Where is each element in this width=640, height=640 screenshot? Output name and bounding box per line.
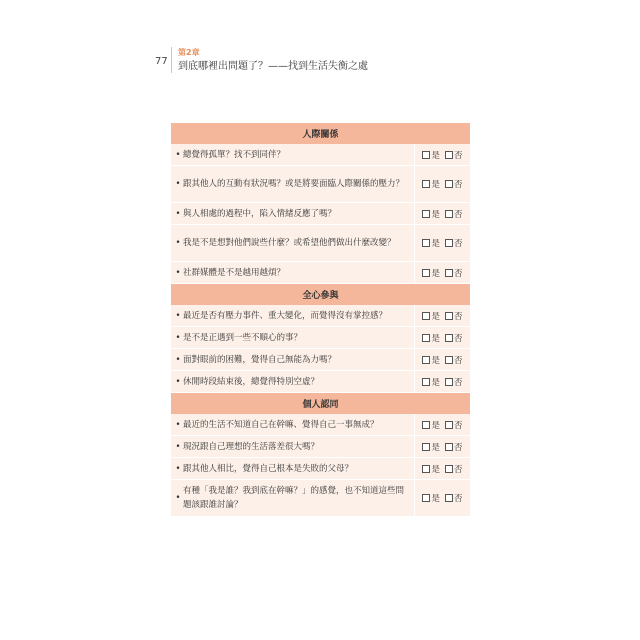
no-option[interactable]: 否 <box>445 441 463 453</box>
checkbox-icon[interactable] <box>445 421 453 429</box>
checkbox-icon[interactable] <box>445 269 453 277</box>
checklist-row <box>171 371 470 393</box>
checklist-row <box>171 144 470 166</box>
no-option[interactable]: 否 <box>445 354 463 366</box>
checkbox-icon[interactable] <box>422 239 430 247</box>
checklist-row <box>171 414 470 436</box>
checkbox-icon[interactable] <box>422 312 430 320</box>
checklist-row <box>171 480 470 517</box>
checklist-row <box>171 436 470 458</box>
item-text: 有種「我是誰？我到底在幹嘛？」的感覺，也不知道這些問題該跟誰討論？ <box>183 486 405 510</box>
checklist-table <box>171 123 470 517</box>
no-option[interactable]: 否 <box>445 492 463 504</box>
checklist-row <box>171 327 470 349</box>
checkbox-icon[interactable] <box>422 180 430 188</box>
no-option[interactable]: 否 <box>445 463 463 475</box>
item-text: 最近的生活不知道自己在幹嘛、覺得自己一事無成？ <box>183 419 379 430</box>
yes-option[interactable]: 是 <box>422 149 440 161</box>
item-text: 是不是正遇到一些不順心的事？ <box>183 332 303 343</box>
checkbox-icon[interactable] <box>422 421 430 429</box>
chapter-label: 第2章 <box>178 48 200 57</box>
no-option[interactable]: 否 <box>445 419 463 431</box>
bullet: • <box>175 419 181 430</box>
chapter-title: 到底哪裡出問題了？——找到生活失衡之處 <box>178 61 368 72</box>
checklist-row <box>171 349 470 371</box>
item-text: 跟其他人的互動有狀況嗎？或是將要面臨人際關係的壓力？ <box>183 179 405 189</box>
no-option[interactable]: 否 <box>445 178 463 190</box>
checkbox-icon[interactable] <box>422 334 430 342</box>
checkbox-icon[interactable] <box>445 465 453 473</box>
checkbox-icon[interactable] <box>445 180 453 188</box>
yes-option[interactable]: 是 <box>422 441 440 453</box>
item-text: 現況跟自己理想的生活落差很大嗎？ <box>183 441 320 452</box>
checkbox-icon[interactable] <box>445 312 453 320</box>
item-text: 休閒時段結束後，總覺得特別空虛？ <box>183 376 320 387</box>
bullet: • <box>175 149 181 160</box>
checkbox-icon[interactable] <box>445 356 453 364</box>
no-option[interactable]: 否 <box>445 332 463 344</box>
bullet: • <box>175 179 181 189</box>
checklist-row <box>171 203 470 225</box>
bullet: • <box>175 493 181 503</box>
section-header-relationships: 人際關係 <box>171 123 470 144</box>
checkbox-icon[interactable] <box>422 151 430 159</box>
yes-option[interactable]: 是 <box>422 463 440 475</box>
checklist-row <box>171 225 470 262</box>
no-option[interactable]: 否 <box>445 149 463 161</box>
yes-option[interactable]: 是 <box>422 492 440 504</box>
checklist-row <box>171 305 470 327</box>
bullet: • <box>175 238 181 248</box>
no-option[interactable]: 否 <box>445 376 463 388</box>
no-option[interactable]: 否 <box>445 208 463 220</box>
section-header-identity: 個人認同 <box>171 393 470 414</box>
page-number: 77 <box>155 56 168 67</box>
checkbox-icon[interactable] <box>445 210 453 218</box>
checklist-row <box>171 166 470 203</box>
header-divider <box>171 47 172 73</box>
item-text: 總覺得孤單？找不到同伴？ <box>183 149 286 160</box>
checkbox-icon[interactable] <box>445 443 453 451</box>
yes-option[interactable]: 是 <box>422 376 440 388</box>
yes-option[interactable]: 是 <box>422 419 440 431</box>
bullet: • <box>175 332 181 343</box>
checkbox-icon[interactable] <box>445 239 453 247</box>
yes-option[interactable]: 是 <box>422 332 440 344</box>
yes-option[interactable]: 是 <box>422 237 440 249</box>
checkbox-icon[interactable] <box>422 443 430 451</box>
yes-option[interactable]: 是 <box>422 178 440 190</box>
yes-option[interactable]: 是 <box>422 310 440 322</box>
item-text: 跟其他人相比，覺得自己根本是失敗的父母？ <box>183 463 354 474</box>
bullet: • <box>175 463 181 474</box>
bullet: • <box>175 310 181 321</box>
checkbox-icon[interactable] <box>422 378 430 386</box>
yes-option[interactable]: 是 <box>422 354 440 366</box>
item-text: 社群媒體是不是越用越煩？ <box>183 267 286 278</box>
bullet: • <box>175 354 181 365</box>
bullet: • <box>175 441 181 452</box>
item-text: 與人相處的過程中，陷入情緒反應了嗎？ <box>183 208 337 219</box>
item-text: 我是不是想對他們說些什麼？或希望他們做出什麼改變？ <box>183 238 396 248</box>
item-text: 最近是否有壓力事件、重大變化，而覺得沒有掌控感？ <box>183 310 388 321</box>
checklist-row <box>171 458 470 480</box>
no-option[interactable]: 否 <box>445 267 463 279</box>
checkbox-icon[interactable] <box>445 334 453 342</box>
checklist-row <box>171 262 470 284</box>
yes-option[interactable]: 是 <box>422 267 440 279</box>
bullet: • <box>175 376 181 387</box>
checkbox-icon[interactable] <box>422 494 430 502</box>
no-option[interactable]: 否 <box>445 310 463 322</box>
item-text: 面對眼前的困難，覺得自己無能為力嗎？ <box>183 354 337 365</box>
checkbox-icon[interactable] <box>422 269 430 277</box>
no-option[interactable]: 否 <box>445 237 463 249</box>
checkbox-icon[interactable] <box>445 151 453 159</box>
bullet: • <box>175 267 181 278</box>
section-header-engagement: 全心參與 <box>171 284 470 305</box>
checkbox-icon[interactable] <box>445 494 453 502</box>
checkbox-icon[interactable] <box>422 210 430 218</box>
checkbox-icon[interactable] <box>422 465 430 473</box>
checkbox-icon[interactable] <box>422 356 430 364</box>
checkbox-icon[interactable] <box>445 378 453 386</box>
bullet: • <box>175 208 181 219</box>
yes-option[interactable]: 是 <box>422 208 440 220</box>
